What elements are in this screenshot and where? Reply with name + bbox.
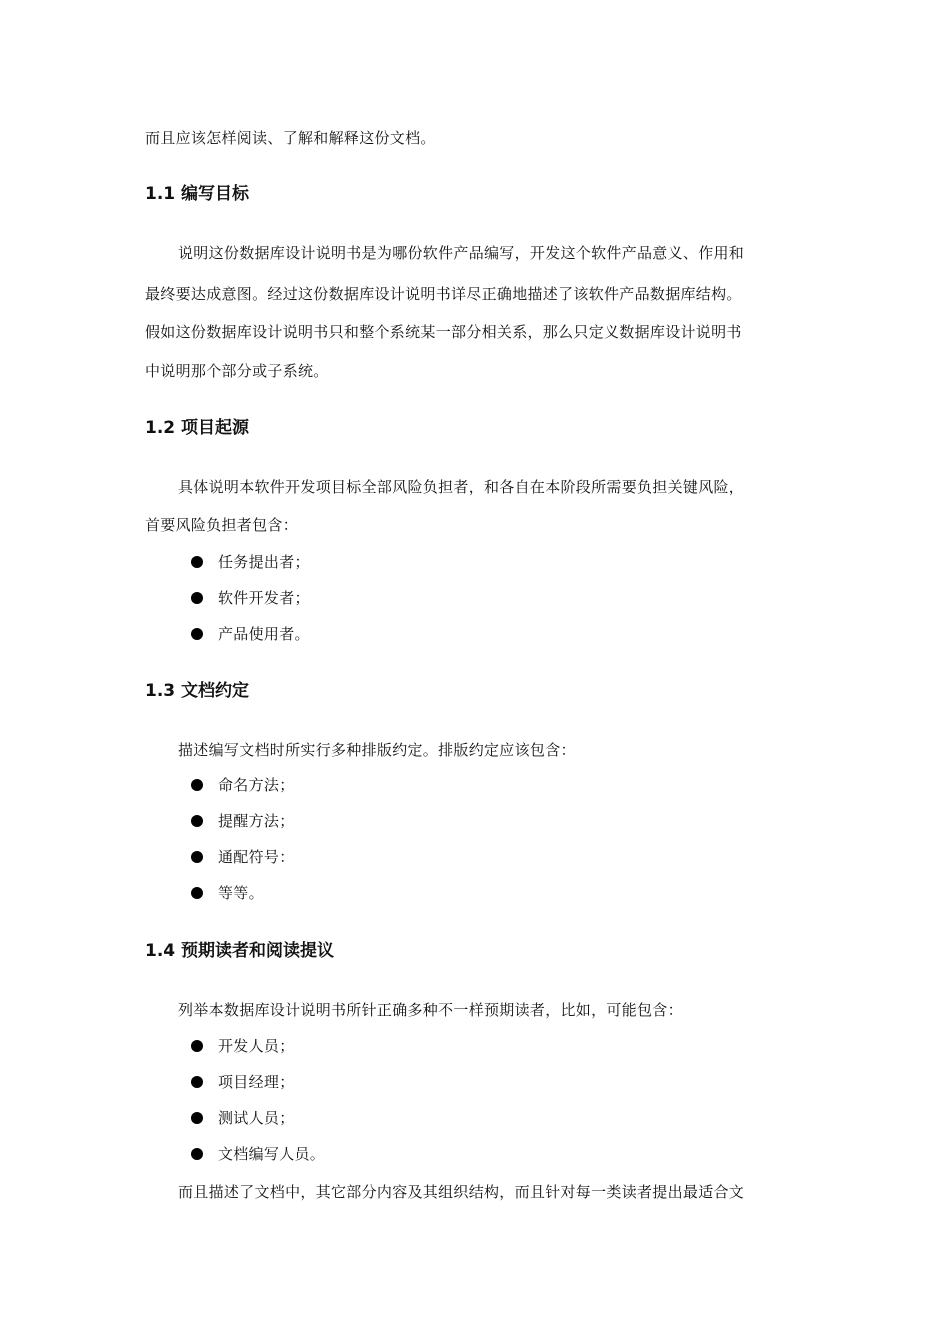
list-item: 等等。 [218,884,264,902]
bullet-icon [191,1112,203,1124]
bullet-icon [191,779,203,791]
paragraph-line: 而且描述了文档中，其它部分内容及其组织结构，而且针对每一类读者提出最适合文 [178,1183,745,1201]
bullet-icon [191,887,203,899]
paragraph-line: 假如这份数据库设计说明书只和整个系统某一部分相关系，那么只定义数据库设计说明书 [145,323,742,341]
paragraph-line: 中说明那个部分或子系统。 [145,362,329,380]
section-heading-1-2: 1.2 项目起源 [145,418,250,438]
section-heading-1-4: 1.4 预期读者和阅读提议 [145,941,335,961]
list-item: 提醒方法； [218,812,295,830]
bullet-icon [191,1148,203,1160]
bullet-icon [191,851,203,863]
intro-text: 而且应该怎样阅读、了解和解释这份文档。 [145,129,436,147]
paragraph-line: 具体说明本软件开发项目标全部风险负担者，和各自在本阶段所需要负担关键风险， [178,478,745,496]
list-item: 命名方法； [218,776,295,794]
paragraph-line: 首要风险负担者包含： [145,516,299,534]
bullet-icon [191,815,203,827]
paragraph-line: 说明这份数据库设计说明书是为哪份软件产品编写，开发这个软件产品意义、作用和 [178,244,745,262]
bullet-icon [191,1076,203,1088]
paragraph-line: 列举本数据库设计说明书所针正确多种不一样预期读者，比如，可能包含： [178,1001,683,1019]
paragraph-line: 描述编写文档时所实行多种排版约定。排版约定应该包含： [178,741,576,759]
paragraph-line: 最终要达成意图。经过这份数据库设计说明书详尽正确地描述了该软件产品数据库结构。 [145,285,742,303]
list-item: 任务提出者； [218,553,310,571]
bullet-icon [191,628,203,640]
list-item: 通配符号： [218,848,295,866]
bullet-icon [191,556,203,568]
section-heading-1-3: 1.3 文档约定 [145,681,250,701]
list-item: 测试人员； [218,1109,295,1127]
bullet-icon [191,592,203,604]
list-item: 文档编写人员。 [218,1145,326,1163]
list-item: 软件开发者； [218,589,310,607]
list-item: 项目经理； [218,1073,295,1091]
section-heading-1-1: 1.1 编写目标 [145,184,250,204]
bullet-icon [191,1040,203,1052]
list-item: 开发人员； [218,1037,295,1055]
list-item: 产品使用者。 [218,625,310,643]
